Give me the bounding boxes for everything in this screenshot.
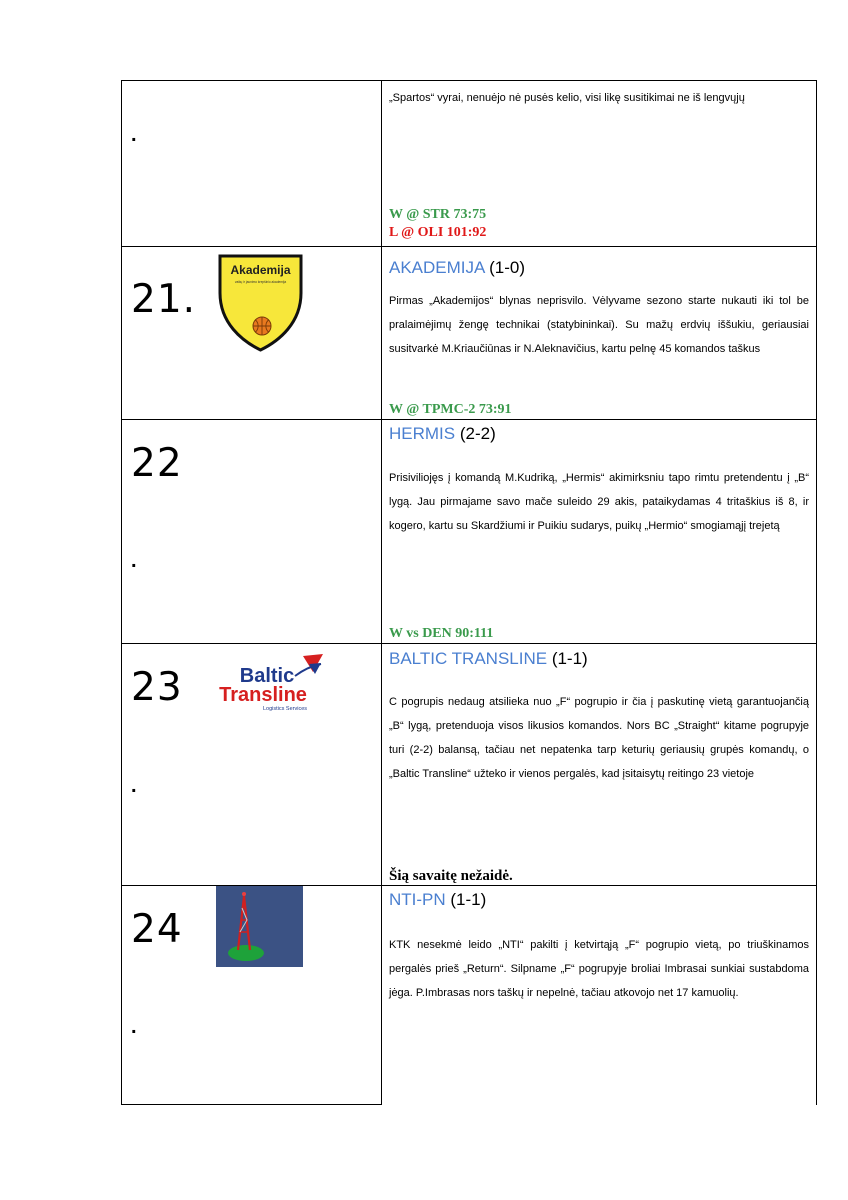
- baltic-transline-logo: [217, 652, 327, 714]
- akademija-logo-text: Akademija: [230, 263, 291, 277]
- table-border-top: [121, 80, 817, 81]
- team-title: [389, 650, 588, 667]
- team-name-link[interactable]: AKADEMIJA: [389, 258, 485, 277]
- team-record: (1-0): [484, 258, 526, 277]
- table-border-left: [121, 80, 122, 1105]
- team-name-link[interactable]: HERMIS: [389, 424, 456, 443]
- baltic-logo-line3: Logistics Services: [262, 706, 308, 712]
- team-name-link[interactable]: NTI-PN: [389, 890, 446, 909]
- team-record: (2-2): [455, 424, 496, 443]
- team-record: (1-1): [445, 890, 487, 909]
- akademija-logo: [217, 253, 304, 352]
- akademija-logo-subtitle: vaikų ir jaunimo krepšinio akademija: [234, 280, 287, 284]
- rank-number: 24: [131, 907, 183, 952]
- baltic-transline-icon: [217, 652, 327, 714]
- team-record: (1-1): [547, 649, 588, 668]
- baltic-logo-line1: Baltic: [239, 665, 295, 687]
- game-result: Šią savaitę nežaidė.: [389, 868, 513, 884]
- row-divider: [121, 419, 817, 420]
- rank-dot: .: [131, 124, 137, 146]
- table-border-bottom: [121, 1104, 382, 1105]
- rank-number: 23: [131, 665, 183, 710]
- game-result: W @ STR 73:75: [389, 207, 487, 222]
- rank-dot: .: [131, 775, 137, 797]
- team-description: KTK nesekmė leido „NTI“ pakilti į ketvirtąją „F“ pogrupio vietą, po triuškinamos pergalės prieš „Return“. Silpname „F“ pogrupyje broliai Imbrasai sunkiai sustabdoma jėga. P.Imbrasas nors taškų ir nepelnė, tačiau atkovojo net 17 kamuolių.: [389, 939, 809, 999]
- rank-dot: .: [131, 550, 137, 572]
- game-result: W @ TPMC-2 73:91: [389, 402, 512, 417]
- team-description: C pogrupis nedaug atsilieka nuo „F“ pogrupio ir čia į paskutinę vietą garantuojančią „B“ lygą, pretenduoja visos likusios komandos. Nors BC „Straight“ kitame pogrupyje turi (2-2) balansą, tačiau net nepatenka tarp keturių geriausių grupės komandų, o „Baltic Transline“ užteko ir vienos pergalės, kad įsitaisytų reitingo 23 vietoje: [389, 696, 809, 780]
- table-border-right: [816, 80, 817, 1105]
- team-title: [389, 891, 486, 908]
- team-title: [389, 259, 525, 276]
- nti-pn-logo: [216, 886, 303, 967]
- rank-dot: .: [131, 1016, 137, 1038]
- table-column-divider: [381, 80, 382, 1105]
- radio-tower-icon: [216, 886, 303, 967]
- team-title: [389, 425, 496, 442]
- rank-number: 22: [131, 441, 183, 486]
- baltic-logo-line2: Transline: [219, 684, 307, 706]
- team-description: Prisiviliojęs į komandą M.Kudriką, „Hermis“ akimirksniu tapo rimtu pretendentu į „B“ lygą. Jau pirmajame savo mače suleido 29 akis, pataikydamas 4 tritaškius iš 8, ir kogero, kartu su Skardžiumi ir Puikiu sudarys, puikų „Hermio“ smogiamąjį trejetą: [389, 472, 809, 532]
- team-description: „Spartos“ vyrai, nenuėjo nė pusės kelio, visi likę susitikimai ne iš lengvųjų: [389, 92, 745, 104]
- team-description: Pirmas „Akademijos“ blynas neprisvilo. Vėlyvame sezono starte nukauti iki tol be pralaimėjimų žengę technikai (statybininkai). Su mažų erdvių iššukiu, geriausiai susitvarkė M.Kriaučiūnas ir N.Aleknavičius, kartu pelnę 45 komandos taškus: [389, 295, 809, 355]
- team-name-link[interactable]: BALTIC TRANSLINE: [389, 649, 548, 668]
- row-divider: [121, 246, 817, 247]
- row-divider: [121, 643, 817, 644]
- game-result: L @ OLI 101:92: [389, 225, 487, 240]
- rank-number: 21.: [131, 277, 197, 322]
- game-result: W vs DEN 90:111: [389, 626, 494, 641]
- basketball-shield-icon: [217, 253, 304, 352]
